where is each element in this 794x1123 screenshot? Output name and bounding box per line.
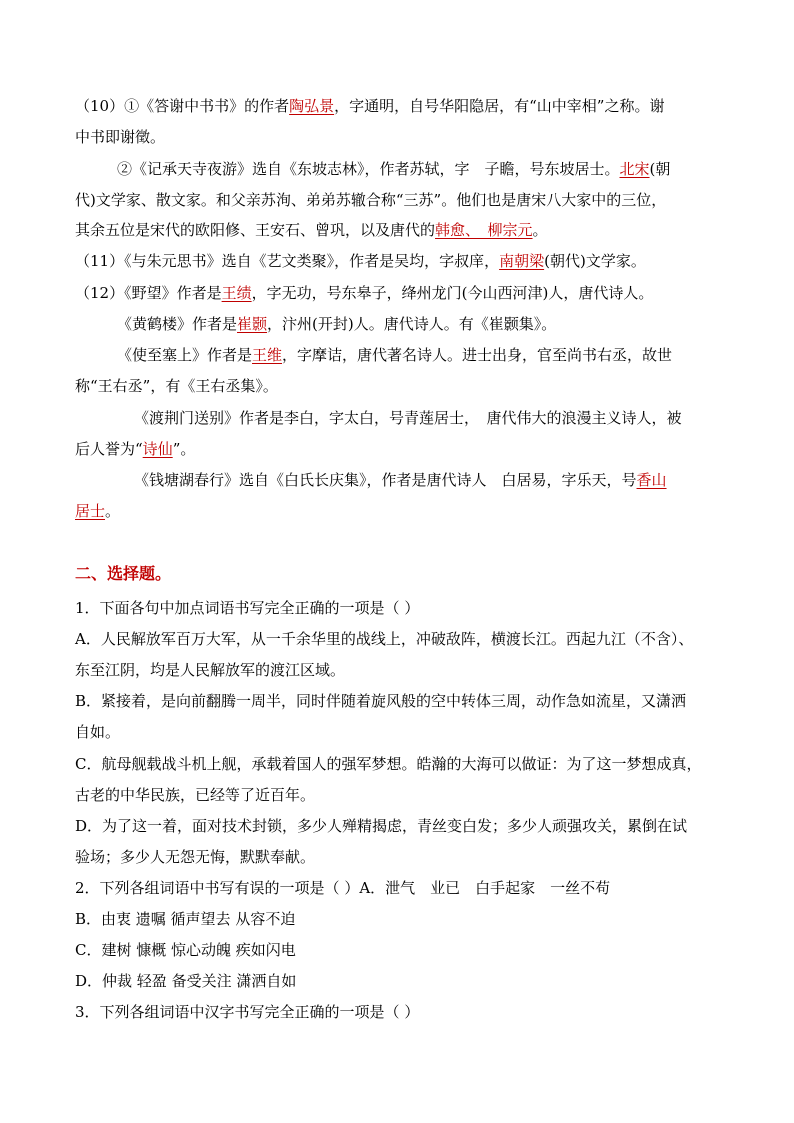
note-12-line-3 <box>117 345 672 365</box>
option-b-line-1: B．紧接着，是向前翻腾一周半，同时伴随着旋风般的空中转体三周，动作急如流星，又潇洒 <box>75 692 687 710</box>
question-1: 1．下面各句中加点词语书写完全正确的一项是（ ） <box>75 599 420 617</box>
option-a-line-2: 东至江阴，均是人民解放军的渡江区域。 <box>75 661 346 679</box>
text: 《黄鹤楼》作者是 <box>117 315 238 333</box>
text: 。 <box>532 221 548 239</box>
text: 。 <box>105 502 121 520</box>
answer-pseudonym: 香山 <box>636 471 667 489</box>
option-d-line-2: 验场；多少人无怨无悔，默默奉献。 <box>75 848 316 866</box>
question-2-option-c: C．建树 慷概 惊心动魄 疾如闪电 <box>75 941 296 959</box>
note-12-line-4: 称“王右丞”，有《王右丞集》。 <box>75 377 278 395</box>
note-12-line-8 <box>75 501 120 521</box>
answer-title: 诗仙 <box>142 440 173 458</box>
section-heading: 二、选择题。 <box>75 564 172 583</box>
question-2-option-d: D．仲裁 轻盈 备受关注 潇洒自如 <box>75 972 297 990</box>
text: ，字通明，自号华阳隐居，有“山中宰相”之称。谢 <box>334 97 665 115</box>
text: (朝 <box>649 160 671 178</box>
answer-author-name: 崔颢 <box>237 315 268 333</box>
text: (朝代)文学家。 <box>544 252 646 270</box>
note-10-line-5 <box>75 220 548 240</box>
answer-pseudonym: 居士 <box>75 502 106 520</box>
question-3: 3．下列各组词语中汉字书写完全正确的一项是（ ） <box>75 1003 420 1021</box>
note-12-line-5: 《渡荆门送别》作者是李白，字太白，号青莲居士， 唐代伟大的浪漫主义诗人，被 <box>134 409 682 427</box>
note-10-line-3 <box>117 159 670 179</box>
question-2-option-b: B．由衷 遗嘱 循声望去 从容不迫 <box>75 910 296 928</box>
answer-author-name: 王维 <box>252 346 283 364</box>
text: ②《记承天寺夜游》选自《东坡志林》，作者苏轼，字 子瞻，号东坡居士。 <box>117 160 620 178</box>
text: ，汴州(开封)人。唐代诗人。有《崔颢集》。 <box>267 315 557 333</box>
option-b-line-2: 自如。 <box>75 723 121 741</box>
text: 《使至塞上》作者是 <box>117 346 253 364</box>
text: 其余五位是宋代的欧阳修、王安石、曾巩，以及唐代的 <box>75 221 436 239</box>
option-d-line-1: D．为了这一着，面对技术封锁，多少人殚精揭虑，青丝变白发；多少人顽强攻关，累倒在试 <box>75 817 688 835</box>
note-12-line-7 <box>134 470 667 490</box>
text: 后人誉为“ <box>75 440 143 458</box>
answer-author-name: 陶弘景 <box>289 97 335 115</box>
note-12-line-1 <box>75 283 653 303</box>
note-10-line-2: 中书即谢徵。 <box>75 128 166 146</box>
text: （12）《野望》作者是 <box>75 284 222 302</box>
note-10-line-4: 代)文学家、散文家。和父亲苏洵、弟弟苏辙合称“三苏”。他们也是唐宋八大家中的三位， <box>75 191 667 209</box>
text: （10）①《答谢中书书》的作者 <box>75 97 290 115</box>
question-2: 2．下列各组词语中书写有误的一项是（ ）A．泄气 业已 白手起家 一丝不苟 <box>75 879 611 897</box>
note-11 <box>75 251 646 271</box>
text: （11）《与朱元思书》选自《艺文类聚》，作者是吴均，字叔庠， <box>75 252 500 270</box>
text: ，字摩诘，唐代著名诗人。进士出身，官至尚书右丞，故世 <box>282 346 673 364</box>
answer-author-name: 王绩 <box>221 284 252 302</box>
answer-dynasty: 北宋 <box>619 160 650 178</box>
option-c-line-1: C．航母舰载战斗机上舰，承载着国人的强军梦想。皓瀚的大海可以做证：为了这一梦想成真， <box>75 755 702 773</box>
answer-dynasty: 南朝梁 <box>499 252 545 270</box>
text: ，字无功，号东皋子，绛州龙门(今山西河津)人，唐代诗人。 <box>251 284 654 302</box>
answer-authors: 韩愈、 柳宗元 <box>435 221 533 239</box>
option-c-line-2: 古老的中华民族，已经等了近百年。 <box>75 786 316 804</box>
text: ”。 <box>172 440 196 458</box>
note-12-line-2 <box>117 314 556 334</box>
option-a-line-1: A．人民解放军百万大军，从一千余华里的战线上，冲破敌阵，横渡长江。西起九江（不含）、 <box>75 630 694 648</box>
note-10-line-1 <box>75 96 664 116</box>
note-12-line-6 <box>75 439 195 459</box>
text: 《钱塘湖春行》选自《白氏长庆集》，作者是唐代诗人 白居易，字乐天，号 <box>134 471 637 489</box>
